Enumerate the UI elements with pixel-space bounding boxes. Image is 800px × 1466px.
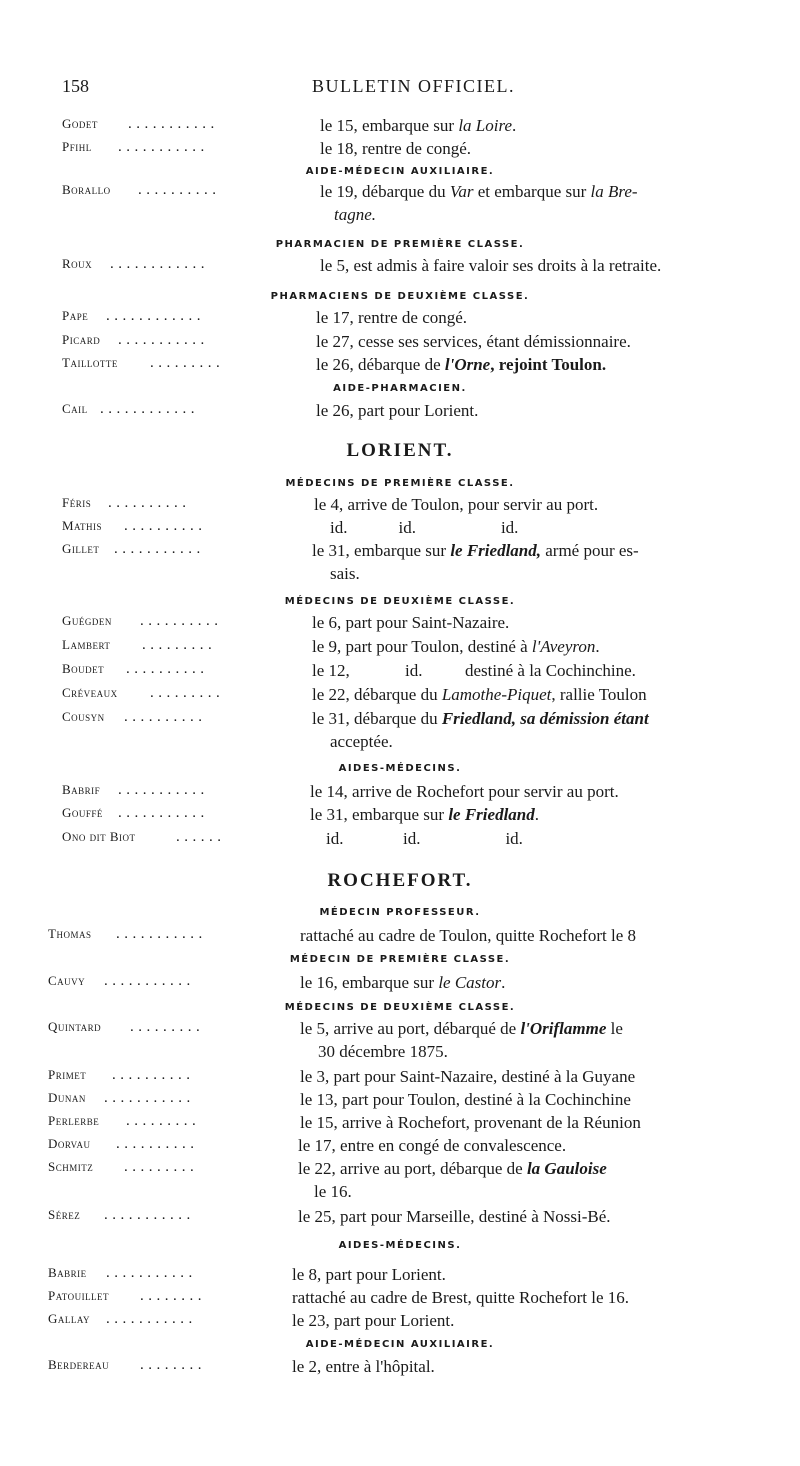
entry-roux <box>0 256 800 280</box>
entry-dunan <box>0 1090 800 1114</box>
entry-schmitz <box>0 1159 800 1183</box>
entry-name: Pfihl <box>62 139 92 154</box>
leader-dots: ......... <box>150 685 225 701</box>
entry-text: le 19, débarque du Var et embarque sur la Bre- <box>320 182 638 201</box>
leader-dots: ........... <box>104 1090 195 1106</box>
entry-text: le 3, part pour Saint-Nazaire, destiné à la Guyane <box>300 1067 636 1086</box>
leader-dots: ........... <box>118 782 209 798</box>
entry-name: Babrif <box>62 782 101 797</box>
entry-continuation: tagne. <box>334 205 377 224</box>
city-heading-rochefort: ROCHEFORT. <box>327 870 473 891</box>
leader-dots: .......... <box>138 182 221 198</box>
entry-text: le 23, part pour Lorient. <box>292 1311 455 1330</box>
entry-feris <box>0 495 800 519</box>
leader-dots: ............ <box>106 308 205 324</box>
entry-guegden <box>0 613 800 637</box>
entry-boudet <box>0 661 800 685</box>
city-heading-lorient: LORIENT. <box>346 440 454 461</box>
entry-text: le 22, arrive au port, débarque de la Gauloise <box>298 1159 607 1178</box>
entry-text: le 6, part pour Saint-Nazaire. <box>312 613 510 632</box>
leader-dots: ........... <box>116 926 207 942</box>
entry-text: id. id. id. <box>330 518 519 537</box>
entry-text: le 31, débarque du Friedland, sa démission étant <box>312 709 649 728</box>
entry-gouffe <box>0 805 800 829</box>
entry-creveaux <box>0 685 800 709</box>
entry-name: Perlerbe <box>48 1113 100 1128</box>
section-heading: AIDE-MÉDECIN AUXILIAIRE. <box>305 166 495 177</box>
entry-text: le 27, cesse ses services, étant démissionnaire. <box>316 332 631 351</box>
section-heading: AIDE-MÉDECIN AUXILIAIRE. <box>305 1339 495 1350</box>
entry-name: Dorvau <box>48 1136 91 1151</box>
entry-cail <box>0 401 800 425</box>
entry-continuation: sais. <box>330 564 360 583</box>
section-heading: AIDES-MÉDECINS. <box>338 763 462 774</box>
entry-continuation: 30 décembre 1875. <box>318 1042 448 1061</box>
entry-name: Créveaux <box>62 685 118 700</box>
entry-cauvy <box>0 973 800 997</box>
leader-dots: .......... <box>108 495 191 511</box>
entry-name: Gallay <box>48 1311 91 1326</box>
entry-name: Pape <box>62 308 89 323</box>
entry-name: Berdereau <box>48 1357 110 1372</box>
section-heading: MÉDECIN PROFESSEUR. <box>319 907 481 918</box>
entry-name: Borallo <box>62 182 111 197</box>
entry-text: le 14, arrive de Rochefort pour servir au port. <box>310 782 619 801</box>
entry-dorvau <box>0 1136 800 1160</box>
leader-dots: ......... <box>124 1159 199 1175</box>
page-title: BULLETIN OFFICIEL. <box>312 76 515 96</box>
entry-name: Mathis <box>62 518 103 533</box>
section-heading: MÉDECINS DE PREMIÈRE CLASSE. <box>285 478 515 489</box>
leader-dots: ........... <box>118 139 209 155</box>
entry-ono-dit-biot <box>0 829 800 853</box>
entry-name: Gouffé <box>62 805 103 820</box>
entry-gillet <box>0 541 800 565</box>
section-heading: MÉDECINS DE DEUXIÈME CLASSE. <box>284 596 516 607</box>
entry-name: Boudet <box>62 661 105 676</box>
section-heading: MÉDECINS DE DEUXIÈME CLASSE. <box>284 1002 516 1013</box>
entry-text: le 15, arrive à Rochefort, provenant de la Réunion <box>300 1113 641 1132</box>
leader-dots: ........... <box>104 1207 195 1223</box>
entry-text: le 15, embarque sur la Loire. <box>320 116 517 135</box>
entry-patouillet <box>0 1288 800 1312</box>
entry-primet <box>0 1067 800 1091</box>
leader-dots: ........... <box>106 1265 197 1281</box>
entry-name: Quintard <box>48 1019 102 1034</box>
entry-name: Thomas <box>48 926 92 941</box>
entry-lambert <box>0 637 800 661</box>
entry-text: le 31, embarque sur le Friedland, armé pour es- <box>312 541 639 560</box>
entry-name: Cauvy <box>48 973 86 988</box>
entry-text: rattaché au cadre de Toulon, quitte Rochefort le 8 <box>300 926 636 945</box>
entry-name: Schmitz <box>48 1159 94 1174</box>
entry-text: le 13, part pour Toulon, destiné à la Cochinchine <box>300 1090 631 1109</box>
leader-dots: .......... <box>124 709 207 725</box>
entry-text: le 4, arrive de Toulon, pour servir au port. <box>314 495 599 514</box>
entry-name: Gillet <box>62 541 100 556</box>
entry-text: le 5, arrive au port, débarqué de l'Oriflamme le <box>300 1019 623 1038</box>
entry-text: le 16, embarque sur le Castor. <box>300 973 506 992</box>
leader-dots: ........ <box>140 1357 206 1373</box>
entry-text: le 31, embarque sur le Friedland. <box>310 805 539 824</box>
entry-continuation: acceptée. <box>330 732 393 751</box>
leader-dots: ........... <box>106 1311 197 1327</box>
entry-name: Dunan <box>48 1090 86 1105</box>
section-heading: PHARMACIEN DE PREMIÈRE CLASSE. <box>275 239 525 250</box>
entry-name: Primet <box>48 1067 87 1082</box>
entry-godet <box>0 116 800 140</box>
leader-dots: ...... <box>176 829 226 845</box>
entry-text: le 17, entre en congé de convalescence. <box>298 1136 567 1155</box>
entry-borallo <box>0 182 800 206</box>
entry-name: Féris <box>62 495 92 510</box>
entry-text: le 18, rentre de congé. <box>320 139 472 158</box>
leader-dots: .......... <box>140 613 223 629</box>
entry-continuation: le 16. <box>314 1182 352 1201</box>
leader-dots: ......... <box>130 1019 205 1035</box>
entry-babrie <box>0 1265 800 1289</box>
entry-text: le 17, rentre de congé. <box>316 308 468 327</box>
entry-cousyn <box>0 709 800 733</box>
leader-dots: .......... <box>124 518 207 534</box>
entry-name: Cail <box>62 401 88 416</box>
entry-text: le 2, entre à l'hôpital. <box>292 1357 435 1376</box>
entry-name: Lambert <box>62 637 111 652</box>
entry-text: le 8, part pour Lorient. <box>292 1265 446 1284</box>
entry-name: Cousyn <box>62 709 105 724</box>
leader-dots: ........... <box>128 116 219 132</box>
entry-text: le 22, débarque du Lamothe-Piquet, rallie Toulon <box>312 685 647 704</box>
entry-name: Guégden <box>62 613 112 628</box>
entry-text: id. id. id. <box>326 829 523 848</box>
entry-text: le 9, part pour Toulon, destiné à l'Aveyron. <box>312 637 600 656</box>
entry-pape <box>0 308 800 332</box>
entry-mathis <box>0 518 800 542</box>
entry-serez <box>0 1207 800 1231</box>
page-number: 158 <box>62 76 89 96</box>
entry-name: Patouillet <box>48 1288 110 1303</box>
entry-picard <box>0 332 800 356</box>
section-heading: PHARMACIENS DE DEUXIÈME CLASSE. <box>270 291 530 302</box>
section-heading: MÉDECIN DE PREMIÈRE CLASSE. <box>289 954 511 965</box>
entry-berdereau <box>0 1357 800 1381</box>
entry-quintard <box>0 1019 800 1043</box>
leader-dots: ......... <box>142 637 217 653</box>
section-heading: AIDES-MÉDECINS. <box>338 1240 462 1251</box>
section-heading: AIDE-PHARMACIEN. <box>333 383 467 394</box>
leader-dots: ........... <box>118 332 209 348</box>
entry-taillotte <box>0 355 800 379</box>
leader-dots: .......... <box>112 1067 195 1083</box>
entry-text: le 26, part pour Lorient. <box>316 401 479 420</box>
leader-dots: .......... <box>116 1136 199 1152</box>
entry-name: Roux <box>62 256 93 271</box>
leader-dots: ........ <box>140 1288 206 1304</box>
leader-dots: ............ <box>110 256 209 272</box>
leader-dots: ........... <box>114 541 205 557</box>
entry-thomas <box>0 926 800 950</box>
entry-text: le 12, id. destiné à la Cochinchine. <box>312 661 636 680</box>
entry-gallay <box>0 1311 800 1335</box>
entry-name: Sérez <box>48 1207 81 1222</box>
entry-name: Godet <box>62 116 98 131</box>
leader-dots: ........... <box>104 973 195 989</box>
leader-dots: ......... <box>126 1113 201 1129</box>
entry-babrif <box>0 782 800 806</box>
entry-text: le 25, part pour Marseille, destiné à Nossi-Bé. <box>298 1207 611 1226</box>
entry-perlerbe <box>0 1113 800 1137</box>
entry-name: Taillotte <box>62 355 118 370</box>
leader-dots: .......... <box>126 661 209 677</box>
entry-text: le 26, débarque de l'Orne, rejoint Toulon. <box>316 355 607 374</box>
entry-name: Picard <box>62 332 101 347</box>
leader-dots: ........... <box>118 805 209 821</box>
entry-pfihl <box>0 139 800 163</box>
entry-name: Ono dit Biot <box>62 829 136 844</box>
entry-name: Babrie <box>48 1265 87 1280</box>
leader-dots: ............ <box>100 401 199 417</box>
entry-text: le 5, est admis à faire valoir ses droits à la retraite. <box>320 256 662 275</box>
leader-dots: ......... <box>150 355 225 371</box>
entry-text: rattaché au cadre de Brest, quitte Rochefort le 16. <box>292 1288 630 1307</box>
